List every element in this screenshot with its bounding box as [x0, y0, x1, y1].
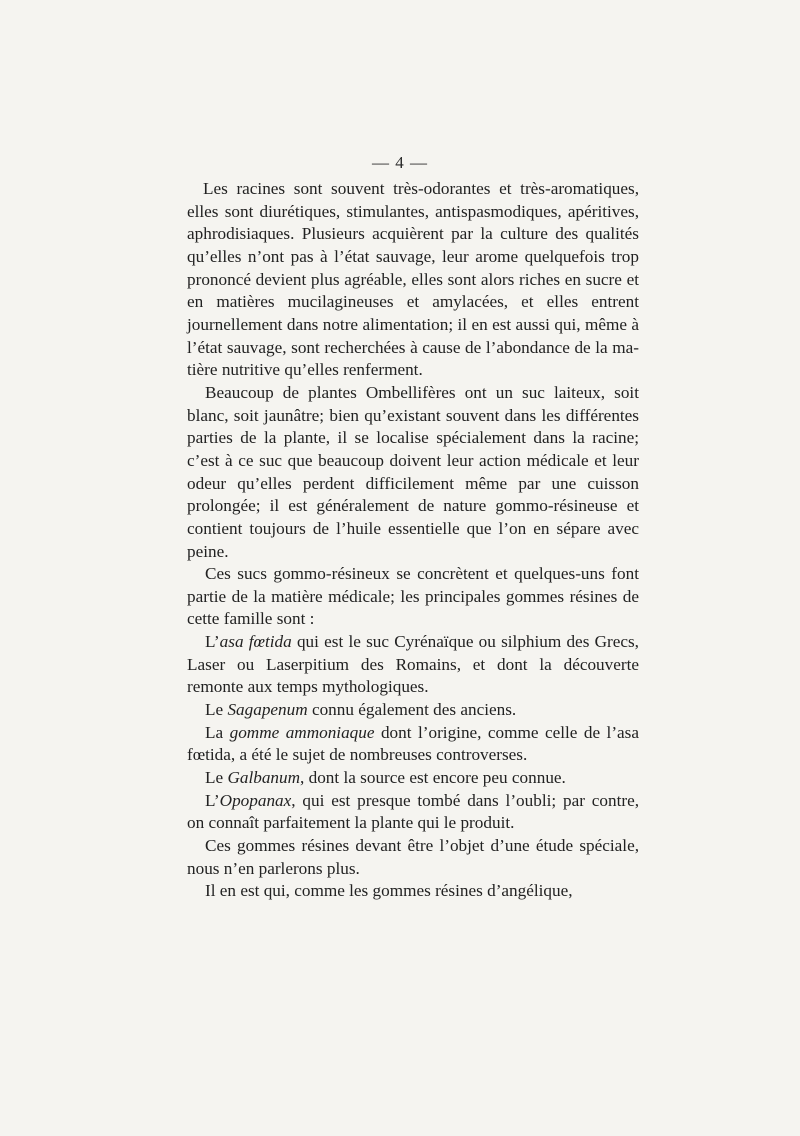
paragraph: [187, 699, 639, 722]
italic-term: Sagapenum: [227, 700, 308, 720]
text-run: Le: [205, 768, 228, 788]
italic-term: gomme ammoniaque: [229, 722, 375, 742]
text-run: Il en est qui, comme les gommes résines d’angélique,: [205, 881, 573, 901]
paragraph: [187, 880, 639, 903]
text-run: Ces gommes résines devant être l’objet d’une étude spéciale, nous n’en parlerons plus.: [187, 836, 639, 878]
paragraph: [187, 722, 639, 767]
paragraph: [187, 631, 639, 699]
text-run: Ces sucs gommo-résineux se concrètent et quelques-uns font partie de la matière médicale; les principales gommes résines de cette famille sont :: [187, 564, 639, 629]
text-run: , qui est presque tombé dans l’oubli; par contre, on connaît parfaitement la plante qui le produit.: [187, 790, 639, 833]
text-run: dont l’origine, comme celle de l’asa fœtida, a été le sujet de nombreuses controverses.: [187, 722, 639, 765]
text-run: , dont la source est encore peu connue.: [300, 768, 566, 788]
body-text: [187, 178, 639, 903]
text-run: L’: [205, 632, 220, 652]
italic-term: asa fœtida: [219, 632, 292, 652]
paragraph: [187, 835, 639, 880]
italic-term: Galbanum: [227, 768, 301, 788]
page-number: — 4 —: [372, 153, 428, 172]
paragraph: [187, 767, 639, 790]
text-run: Les racines sont souvent très-odorantes et très-aromatiques, elles sont diurétiques, stimulantes, antispasmodiques, apéritives, aphrodisiaques. Plusieurs acquièrent par la culture des qualités qu’elles n’ont pas à l’état sauvage, leur arome quelquefois trop prononcé devient plus agréable, elles sont alors riches en sucre et en matières mucilagineuses et amylacées, et elles entrent journellement dans notre alimentation; il en est aussi qui, même à l’état sauvage, sont recherchées à cause de l’abondance de la matière nutritive qu’elles renferment.: [187, 179, 639, 380]
text-run: La: [205, 722, 230, 742]
text-run: Beaucoup de plantes Ombellifères ont un suc laiteux, soit blanc, soit jaunâtre; bien qu’existant souvent dans les différentes parties de la plante, il se localise spécialement dans la racine; c’est à ce suc que beaucoup doivent leur action médicale et leur odeur qu’elles perdent difficilement même par une cuisson prolongée; il est généralement de nature gommo-résineuse et contient toujours de l’huile essentielle que l’on en sépare avec peine.: [187, 382, 639, 561]
paragraph: [187, 178, 639, 382]
text-run: L’: [205, 790, 220, 810]
paragraph: [187, 382, 639, 563]
italic-term: Opopanax: [219, 790, 292, 810]
text-run: Le: [205, 700, 228, 720]
text-run: connu également des anciens.: [307, 700, 517, 720]
paragraph: [187, 790, 639, 835]
paragraph: [187, 563, 639, 631]
text-run: qui est le suc Cyrénaïque ou silphium des Grecs, Laser ou Laserpitium des Romains, et dont la découverte remonte aux temps mythologiques.: [187, 632, 639, 697]
